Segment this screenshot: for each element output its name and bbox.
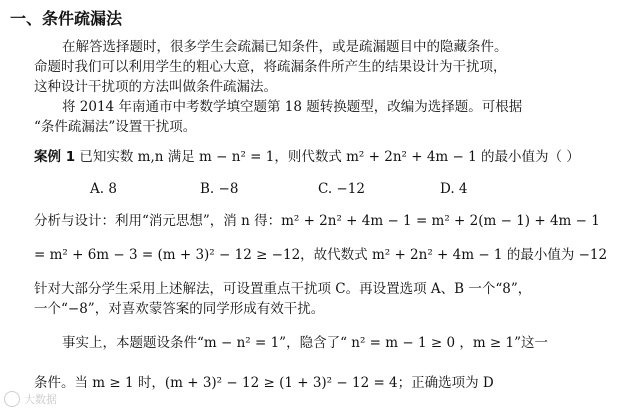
watermark-text: 大数据 — [24, 393, 57, 406]
analysis-line-2: = m² + 6m − 3 = (m + 3)² − 12 ≥ −12，故代数式 m² + 2n² + 4m − 1 的最小值为 −12 — [34, 247, 608, 263]
case-text: 已知实数 m,n 满足 m − n² = 1，则代数式 m² + 2n² + 4m − 1 的最小值为（ ） — [79, 149, 580, 165]
paragraph-1-line-3: 这种设计干扰项的方法叫做条件疏漏法。 — [34, 79, 277, 95]
watermark-logo-icon — [4, 391, 20, 407]
option-b: B. −8 — [200, 181, 239, 197]
option-c: C. −12 — [318, 181, 365, 197]
paragraph-1-line-2: 命题时我们可以利用学生的粗心大意，将疏漏条件所产生的结果设计为干扰项， — [34, 59, 507, 75]
case-line — [34, 148, 580, 166]
paragraph-3-line-2: 一个“−8”，对喜欢蒙答案的同学形成有效干扰。 — [34, 301, 325, 317]
paragraph-2-line-1: 将 2014 年南通市中考数学填空题第 18 题转换题型，改编为选择题。可根据 — [62, 99, 523, 115]
watermark — [4, 391, 57, 407]
paragraph-4: 事实上，本题题设条件“m − n² = 1”，隐含了“ n² = m − 1 ≥ 0 ，m ≥ 1”这一 — [62, 335, 549, 351]
analysis-line-1: 分析与设计：利用“消元思想”，消 n 得：m² + 2n² + 4m − 1 = m² + 2(m − 1) + 4m − 1 — [34, 213, 600, 229]
option-a: A. 8 — [90, 181, 117, 197]
paragraph-5: 条件。当 m ≥ 1 时，(m + 3)² − 12 ≥ (1 + 3)² − 12 = 4；正确选项为 D — [34, 375, 494, 391]
option-d: D. 4 — [440, 181, 468, 197]
section-heading: 一、条件疏漏法 — [10, 9, 123, 28]
case-label: 案例 1 — [34, 149, 76, 165]
paragraph-3-line-1: 针对大部分学生采用上述解法，可设置重点干扰项 C。再设置选项 A、B 一个“8”， — [34, 281, 532, 297]
paragraph-2-line-2: “条件疏漏法”设置干扰项。 — [34, 119, 197, 135]
paragraph-1-line-1: 在解答选择题时，很多学生会疏漏已知条件，或是疏漏题目中的隐藏条件。 — [62, 39, 508, 55]
